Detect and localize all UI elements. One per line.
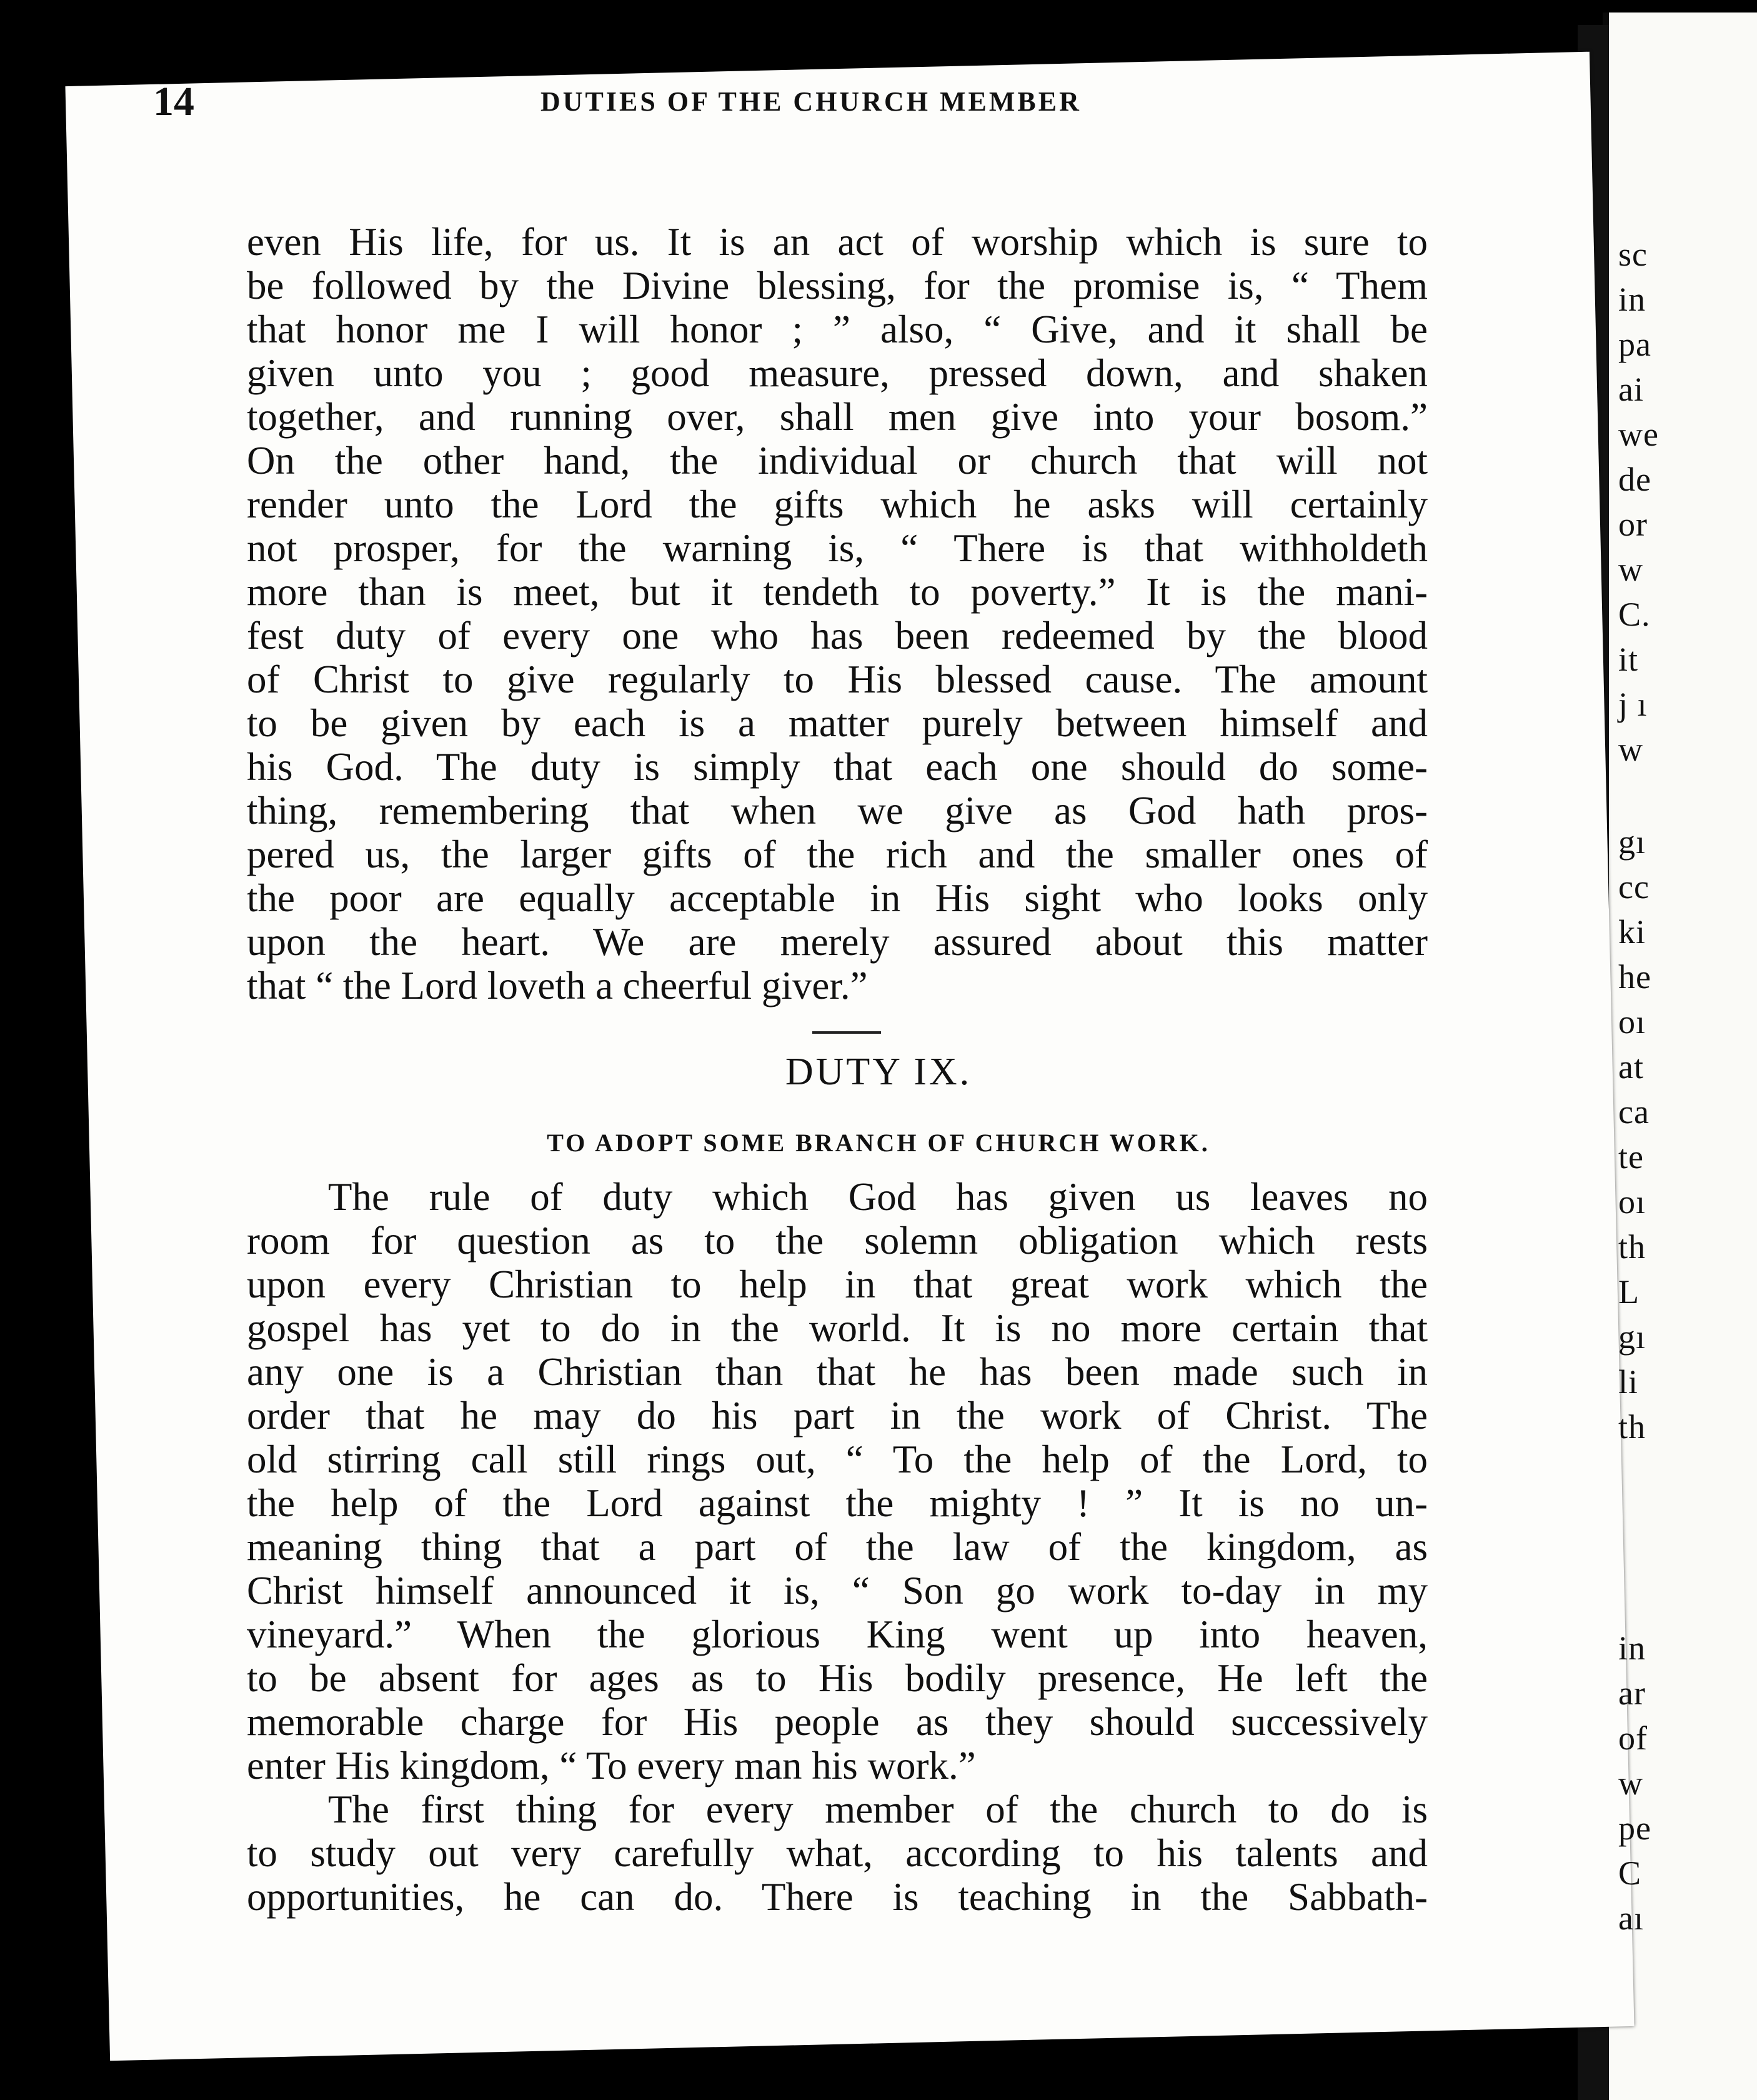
text-line: any one is a Christian than that he has been made such in: [247, 1350, 1428, 1394]
section-subtitle: TO ADOPT SOME BRANCH OF CHURCH WORK.: [547, 1129, 1210, 1157]
facing-page-fragment: pe: [1618, 1809, 1651, 1847]
page-number: 14: [153, 79, 194, 124]
facing-page-fragment: de: [1618, 461, 1651, 498]
text-line: to be given by each is a matter purely between himself and: [247, 701, 1428, 745]
facing-page-fragment: oı: [1618, 1183, 1646, 1221]
facing-page-fragment: he: [1618, 958, 1651, 996]
facing-page-fragment: ca: [1618, 1093, 1650, 1131]
text-line: memorable charge for His people as they should successively: [247, 1700, 1428, 1744]
text-line: On the other hand, the individual or church that will not: [247, 439, 1428, 482]
text-line: even His life, for us. It is an act of worship which is sure to: [247, 220, 1428, 264]
facing-page-fragment: w: [1618, 551, 1643, 588]
text-line: of Christ to give regularly to His blessed cause. The amount: [247, 658, 1428, 701]
facing-page-fragment: te: [1618, 1138, 1644, 1176]
text-line: gospel has yet to do in the world. It is no more certain that: [247, 1306, 1428, 1350]
text-line: enter His kingdom, “ To every man his work.”: [247, 1744, 976, 1788]
facing-page-fragment: L: [1618, 1273, 1640, 1311]
text-line: his God. The duty is simply that each one should do some-: [247, 745, 1428, 789]
facing-page-fragment: we: [1618, 416, 1659, 453]
text-line: room for question as to the solemn obligation which rests: [247, 1219, 1428, 1262]
facing-page-fragment: cc: [1618, 868, 1650, 906]
facing-page-fragment: or: [1618, 506, 1648, 543]
text-line: be followed by the Divine blessing, for the promise is, “ Them: [247, 264, 1428, 308]
text-line: to study out very carefully what, according to his talents and: [247, 1831, 1428, 1875]
text-line: thing, remembering that when we give as God hath pros-: [247, 789, 1428, 832]
text-line: order that he may do his part in the work of Christ. The: [247, 1394, 1428, 1438]
text-line: that “ the Lord loveth a cheerful giver.”: [247, 964, 868, 1008]
facing-page-fragment: w: [1618, 731, 1643, 768]
text-line: pered us, the larger gifts of the rich and the smaller ones of: [247, 832, 1428, 876]
section-divider: [812, 1031, 881, 1034]
facing-page-fragment: sc: [1618, 236, 1648, 273]
text-line: vineyard.” When the glorious King went up into heaven,: [247, 1612, 1428, 1656]
facing-page-fragment: w: [1618, 1764, 1643, 1802]
facing-page-fragment: ai: [1618, 371, 1644, 408]
facing-page-fragment: th: [1618, 1228, 1646, 1266]
facing-page-fragment: li: [1618, 1363, 1639, 1401]
facing-page-fragment: j ı: [1618, 686, 1648, 723]
text-line: that honor me I will honor ; ” also, “ Give, and it shall be: [247, 308, 1428, 351]
body-text-section: [247, 1175, 1428, 1919]
facing-page-fragment: of: [1618, 1719, 1648, 1757]
text-line: together, and running over, shall men give into your bosom.”: [247, 395, 1428, 439]
facing-page-fragment: gı: [1618, 1318, 1646, 1356]
text-line: given unto you ; good measure, pressed down, and shaken: [247, 351, 1428, 395]
text-line: old stirring call still rings out, “ To the help of the Lord, to: [247, 1438, 1428, 1481]
facing-page-fragment: C.: [1618, 596, 1651, 633]
text-line: fest duty of every one who has been redeemed by the blood: [247, 614, 1428, 658]
facing-page-fragment: ar: [1618, 1674, 1646, 1712]
text-line: to be absent for ages as to His bodily presence, He left the: [247, 1656, 1428, 1700]
facing-page-fragment: in: [1618, 281, 1646, 318]
facing-page-fragment: aı: [1618, 1899, 1644, 1937]
text-line: The rule of duty which God has given us leaves no: [328, 1175, 1428, 1219]
text-line: upon every Christian to help in that great work which the: [247, 1262, 1428, 1306]
facing-page-fragment: C: [1618, 1854, 1642, 1892]
facing-page-fragment: it: [1618, 641, 1639, 678]
text-line: upon the heart. We are merely assured about this matter: [247, 920, 1428, 964]
text-line: opportunities, he can do. There is teaching in the Sabbath-: [247, 1875, 1428, 1919]
text-line: more than is meet, but it tendeth to poverty.” It is the mani-: [247, 570, 1428, 614]
text-line: The first thing for every member of the church to do is: [328, 1788, 1428, 1831]
text-line: the poor are equally acceptable in His sight who looks only: [247, 876, 1428, 920]
text-line: render unto the Lord the gifts which he asks will certainly: [247, 482, 1428, 526]
text-line: meaning thing that a part of the law of the kingdom, as: [247, 1525, 1428, 1569]
text-line: the help of the Lord against the mighty ! ” It is no un-: [247, 1481, 1428, 1525]
facing-page-fragment: in: [1618, 1629, 1646, 1667]
text-line: not prosper, for the warning is, “ There is that withholdeth: [247, 526, 1428, 570]
running-head: DUTIES OF THE CHURCH MEMBER: [540, 86, 1082, 117]
facing-page-fragment: ki: [1618, 913, 1646, 951]
facing-page-fragment: at: [1618, 1048, 1644, 1086]
section-title: DUTY IX.: [785, 1051, 972, 1093]
facing-page-fragment: pa: [1618, 326, 1651, 363]
body-text-top: [247, 220, 1428, 1008]
text-line: Christ himself announced it is, “ Son go work to-day in my: [247, 1569, 1428, 1612]
facing-page-fragment: th: [1618, 1408, 1646, 1446]
facing-page-fragment: gı: [1618, 823, 1646, 861]
page-header: [153, 78, 1403, 128]
facing-page-fragment: oı: [1618, 1003, 1646, 1041]
